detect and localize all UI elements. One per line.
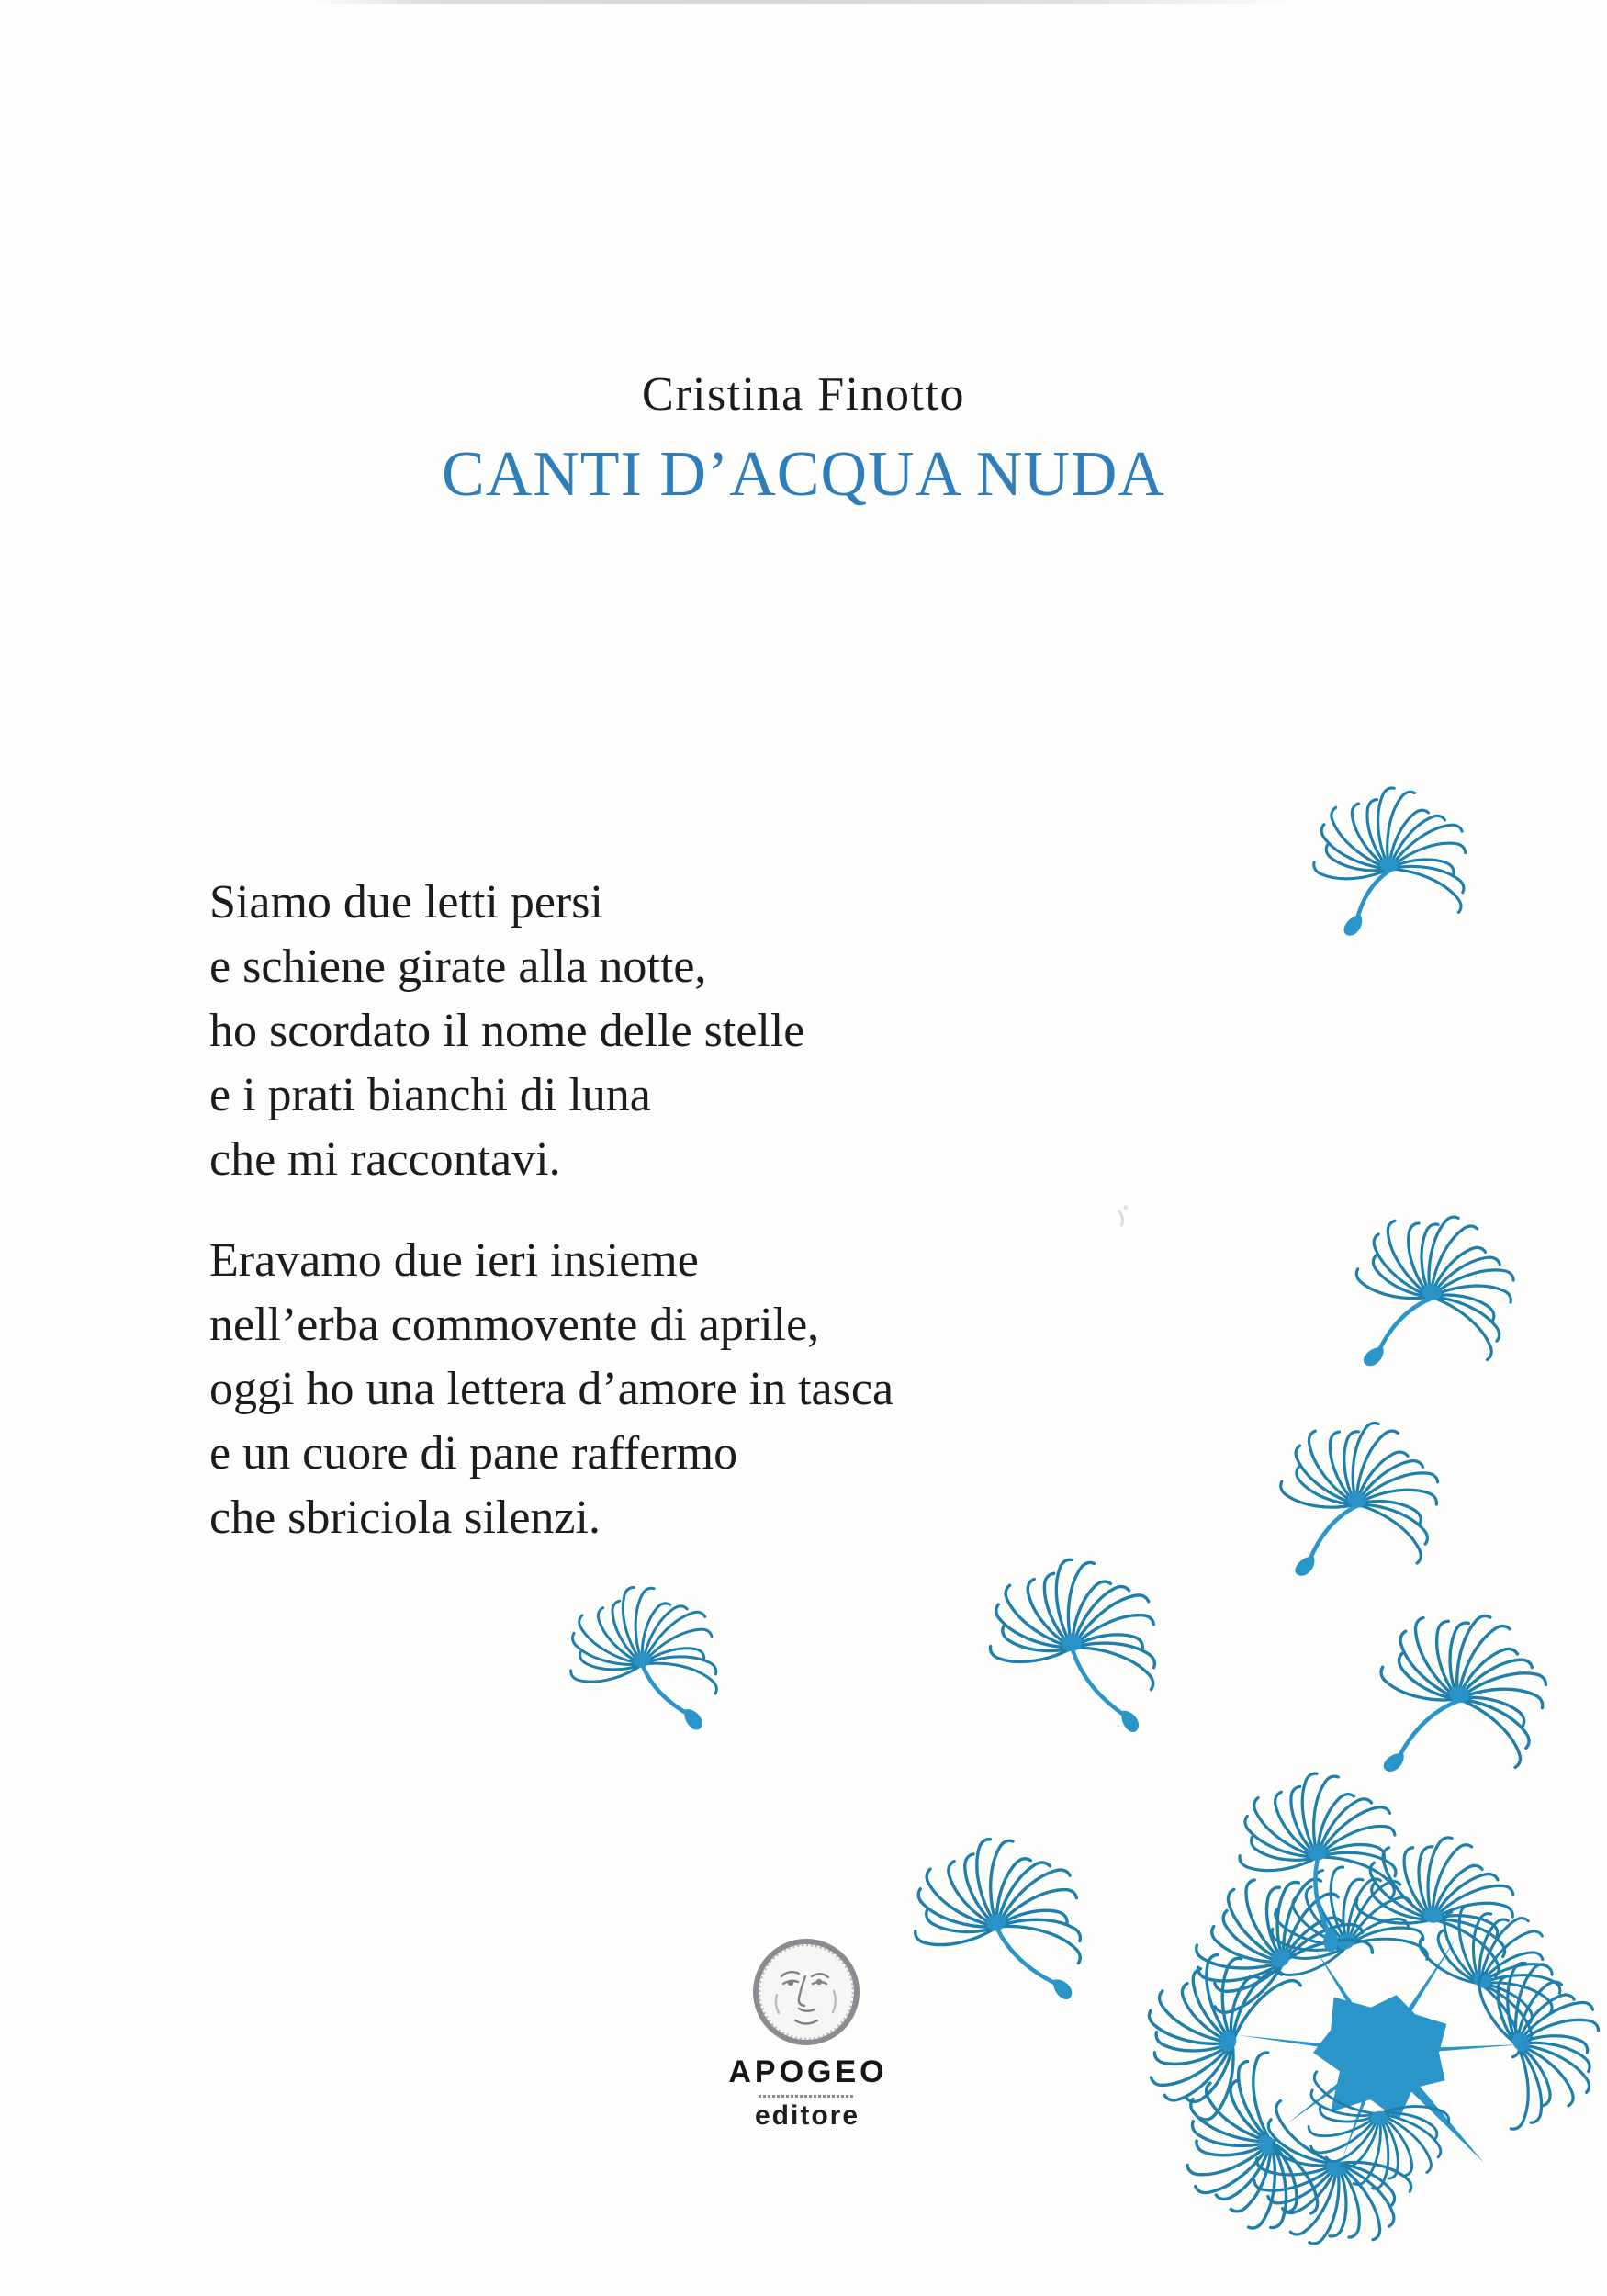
poem-stanza-2 (209, 1229, 893, 1550)
poem (209, 871, 893, 1550)
poem-line: Eravamo due ieri insieme (209, 1234, 699, 1287)
dandelion-seed-icon (1308, 782, 1470, 923)
dandelion-seed-icon (554, 1570, 726, 1727)
dandelion-seed-body (1342, 911, 1366, 940)
poem-line: Siamo due letti persi (209, 876, 603, 929)
dandelion-seed-stem (1309, 1506, 1356, 1563)
dandelion-seed-stem (1377, 1299, 1431, 1354)
publisher-name: APOGEO (728, 2054, 888, 2089)
dandelion-seed-stem (643, 1666, 691, 1716)
poem-line: che mi raccontavi. (209, 1133, 561, 1186)
author-name: Cristina Finotto (642, 368, 965, 421)
dandelion-seed-body (1381, 1749, 1409, 1776)
dandelion-seed-stem (1356, 871, 1389, 922)
dandelion-seed-body (1292, 1552, 1319, 1580)
publisher-microtext-line (759, 2095, 854, 2098)
dandelion-seed-stem (1315, 1859, 1331, 1936)
poem-line: nell’erba commovente di aprile, (209, 1299, 820, 1351)
poem-line: e i prati bianchi di luna (209, 1069, 651, 1121)
dandelion-seed-stem (1073, 1649, 1128, 1717)
poem-stanza-1 (209, 871, 893, 1192)
dandelion-seed-body (1117, 1707, 1143, 1735)
publisher-logo (0, 1936, 1607, 2132)
dandelion-seed-stem (1398, 1701, 1458, 1760)
dandelion-seed-body (680, 1705, 706, 1733)
dandelion-seed-icon (1365, 1593, 1562, 1771)
dandelion-seed-icon (1343, 1199, 1527, 1363)
poem-line: che sbriciola silenzi. (209, 1491, 601, 1544)
publisher-subtitle: editore (754, 2100, 860, 2131)
dandelion-seed-icon (1272, 1410, 1448, 1565)
book-title: CANTI D’ACQUA NUDA (442, 439, 1165, 510)
dandelion-seed-icon (979, 1548, 1164, 1712)
dandelion-seed-icon (1229, 1762, 1405, 1918)
moon-face-icon (751, 1936, 861, 2048)
poem-line: ho scordato il nome delle stelle (209, 1005, 805, 1057)
poem-line: oggi ho una lettera d’amore in tasca (209, 1363, 894, 1415)
poem-line: e un cuore di pane raffermo (209, 1427, 738, 1480)
scan-speck-artifact (1118, 1210, 1122, 1226)
dandelion-seed-body (1361, 1343, 1388, 1370)
scan-edge-artifact (312, 0, 1299, 4)
poem-line: e schiene girate alla notte, (209, 940, 707, 993)
